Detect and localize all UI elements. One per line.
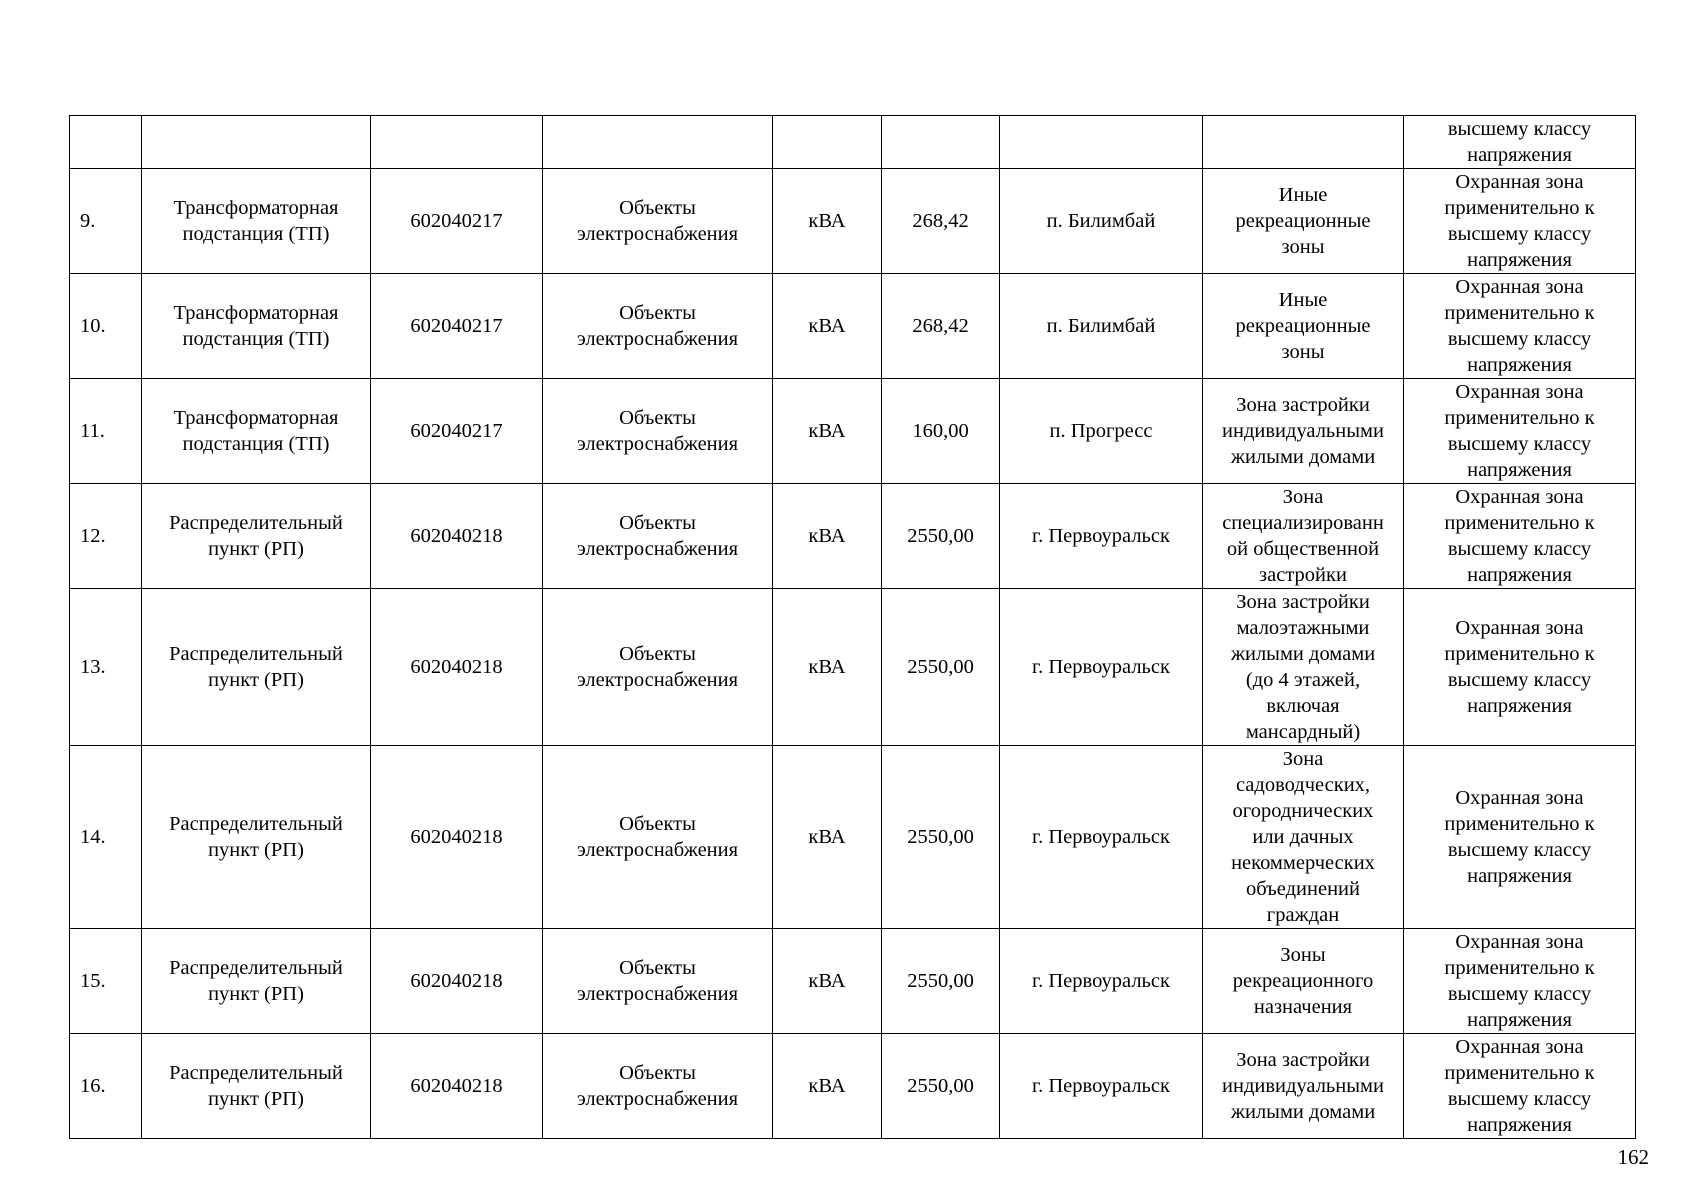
cell-name [142, 746, 371, 929]
name-text: Распределительный пункт (РП) [169, 1062, 343, 1110]
cell-purpose [1404, 484, 1636, 589]
zone-text: Зоны рекреационного назначения [1232, 944, 1374, 1018]
cell-value [882, 379, 1000, 484]
cell-value [882, 484, 1000, 589]
name-text: Распределительный пункт (РП) [169, 957, 343, 1005]
cell-purpose [1404, 1034, 1636, 1139]
zone-text: Зона застройки индивидуальными жилыми домами [1222, 1049, 1384, 1123]
value-text: 2550,00 [907, 525, 974, 547]
purpose-text: высшему классу напряжения [1447, 118, 1592, 166]
cell-code [371, 274, 543, 379]
cell-unit [773, 484, 882, 589]
cell-name [142, 1034, 371, 1139]
cell-num [70, 929, 142, 1034]
code-text: 602040217 [410, 315, 503, 337]
zone-text: Иные рекреационные зоны [1235, 184, 1371, 258]
cell-code [371, 379, 543, 484]
table-row [70, 274, 1636, 379]
num-text: 13. [80, 656, 106, 678]
unit-text: кВА [808, 420, 846, 442]
cell-zone [1203, 1034, 1404, 1139]
cell-type [543, 169, 773, 274]
type-text: Объекты электроснабжения [576, 1062, 739, 1110]
cell-type [543, 746, 773, 929]
type-text: Объекты электроснабжения [576, 407, 739, 455]
cell-num [70, 746, 142, 929]
code-text: 602040218 [410, 970, 503, 992]
cell-unit [773, 379, 882, 484]
location-text: п. Билимбай [1046, 210, 1156, 232]
cell-code [371, 116, 543, 169]
cell-name [142, 169, 371, 274]
cell-type [543, 1034, 773, 1139]
cell-num [70, 116, 142, 169]
name-text: Трансформаторная подстанция (ТП) [173, 197, 339, 245]
cell-unit [773, 116, 882, 169]
cell-zone [1203, 169, 1404, 274]
cell-type [543, 274, 773, 379]
purpose-text: Охранная зона применительно к высшему классу напряжения [1444, 381, 1595, 481]
cell-unit [773, 1034, 882, 1139]
cell-zone [1203, 116, 1404, 169]
zone-text: Зона садоводческих, огороднических или дачных некоммерческих объединений граждан [1231, 748, 1375, 926]
type-text: Объекты электроснабжения [576, 197, 739, 245]
cell-code [371, 484, 543, 589]
num-text: 9. [80, 210, 96, 232]
cell-type [543, 484, 773, 589]
cell-purpose [1404, 589, 1636, 746]
table-row [70, 929, 1636, 1034]
table-row [70, 589, 1636, 746]
type-text: Объекты электроснабжения [576, 813, 739, 861]
cell-location [1000, 169, 1203, 274]
cell-location [1000, 274, 1203, 379]
cell-location [1000, 116, 1203, 169]
cell-zone [1203, 274, 1404, 379]
cell-value [882, 1034, 1000, 1139]
location-text: г. Первоуральск [1032, 656, 1170, 678]
code-text: 602040218 [410, 656, 503, 678]
code-text: 602040218 [410, 525, 503, 547]
name-text: Распределительный пункт (РП) [169, 813, 343, 861]
cell-num [70, 484, 142, 589]
location-text: г. Первоуральск [1032, 970, 1170, 992]
cell-unit [773, 169, 882, 274]
continuation-row [70, 116, 1636, 169]
num-text: 14. [80, 826, 106, 848]
num-text: 15. [80, 970, 106, 992]
cell-location [1000, 379, 1203, 484]
cell-purpose [1404, 929, 1636, 1034]
purpose-text: Охранная зона применительно к высшему классу напряжения [1444, 276, 1595, 376]
num-text: 12. [80, 525, 106, 547]
location-text: г. Первоуральск [1032, 525, 1170, 547]
unit-text: кВА [808, 525, 846, 547]
cell-num [70, 1034, 142, 1139]
cell-zone [1203, 379, 1404, 484]
name-text: Распределительный пункт (РП) [169, 512, 343, 560]
zone-text: Иные рекреационные зоны [1235, 289, 1371, 363]
purpose-text: Охранная зона применительно к высшему классу напряжения [1444, 617, 1595, 717]
cell-unit [773, 929, 882, 1034]
location-text: г. Первоуральск [1032, 1075, 1170, 1097]
cell-purpose [1404, 116, 1636, 169]
cell-type [543, 116, 773, 169]
cell-code [371, 1034, 543, 1139]
code-text: 602040217 [410, 210, 503, 232]
table-row [70, 169, 1636, 274]
location-text: г. Первоуральск [1032, 826, 1170, 848]
cell-type [543, 379, 773, 484]
cell-zone [1203, 929, 1404, 1034]
cell-zone [1203, 589, 1404, 746]
cell-name [142, 274, 371, 379]
cell-name [142, 589, 371, 746]
zone-text: Зона застройки индивидуальными жилыми домами [1222, 394, 1384, 468]
cell-num [70, 274, 142, 379]
purpose-text: Охранная зона применительно к высшему классу напряжения [1444, 486, 1595, 586]
table-row [70, 379, 1636, 484]
cell-num [70, 379, 142, 484]
cell-value [882, 589, 1000, 746]
cell-name [142, 116, 371, 169]
value-text: 2550,00 [907, 970, 974, 992]
location-text: п. Билимбай [1046, 315, 1156, 337]
cell-value [882, 746, 1000, 929]
objects-table [69, 115, 1636, 1139]
cell-code [371, 929, 543, 1034]
unit-text: кВА [808, 1075, 846, 1097]
location-text: п. Прогресс [1049, 420, 1153, 442]
type-text: Объекты электроснабжения [576, 643, 739, 691]
cell-name [142, 484, 371, 589]
unit-text: кВА [808, 826, 846, 848]
cell-unit [773, 746, 882, 929]
value-text: 2550,00 [907, 656, 974, 678]
cell-code [371, 169, 543, 274]
cell-location [1000, 1034, 1203, 1139]
num-text: 16. [80, 1075, 106, 1097]
code-text: 602040217 [410, 420, 503, 442]
page-number: 162 [1617, 1145, 1649, 1169]
name-text: Распределительный пункт (РП) [169, 643, 343, 691]
table-row [70, 1034, 1636, 1139]
cell-purpose [1404, 746, 1636, 929]
zone-text: Зона специализированн ой общественной застройки [1222, 486, 1384, 586]
cell-code [371, 746, 543, 929]
num-text: 10. [80, 315, 106, 337]
value-text: 268,42 [912, 210, 969, 232]
unit-text: кВА [808, 315, 846, 337]
code-text: 602040218 [410, 1075, 503, 1097]
cell-purpose [1404, 169, 1636, 274]
unit-text: кВА [808, 970, 846, 992]
num-text: 11. [80, 420, 105, 442]
cell-zone [1203, 746, 1404, 929]
cell-unit [773, 274, 882, 379]
cell-value [882, 274, 1000, 379]
cell-name [142, 379, 371, 484]
cell-type [543, 929, 773, 1034]
value-text: 160,00 [912, 420, 969, 442]
purpose-text: Охранная зона применительно к высшему классу напряжения [1444, 171, 1595, 271]
cell-code [371, 589, 543, 746]
cell-location [1000, 929, 1203, 1034]
cell-purpose [1404, 379, 1636, 484]
purpose-text: Охранная зона применительно к высшему классу напряжения [1444, 931, 1595, 1031]
cell-name [142, 929, 371, 1034]
table-row [70, 484, 1636, 589]
cell-purpose [1404, 274, 1636, 379]
cell-zone [1203, 484, 1404, 589]
purpose-text: Охранная зона применительно к высшему классу напряжения [1444, 787, 1595, 887]
cell-location [1000, 589, 1203, 746]
type-text: Объекты электроснабжения [576, 302, 739, 350]
cell-value [882, 929, 1000, 1034]
unit-text: кВА [808, 210, 846, 232]
table-row [70, 746, 1636, 929]
cell-num [70, 169, 142, 274]
zone-text: Зона застройки малоэтажными жилыми домами (до 4 этажей, включая мансардный) [1230, 591, 1376, 743]
cell-location [1000, 746, 1203, 929]
value-text: 2550,00 [907, 1075, 974, 1097]
cell-type [543, 589, 773, 746]
name-text: Трансформаторная подстанция (ТП) [173, 407, 339, 455]
cell-unit [773, 589, 882, 746]
table-body [70, 116, 1636, 1139]
value-text: 268,42 [912, 315, 969, 337]
cell-value [882, 116, 1000, 169]
unit-text: кВА [808, 656, 846, 678]
cell-value [882, 169, 1000, 274]
cell-num [70, 589, 142, 746]
type-text: Объекты электроснабжения [576, 512, 739, 560]
purpose-text: Охранная зона применительно к высшему классу напряжения [1444, 1036, 1595, 1136]
name-text: Трансформаторная подстанция (ТП) [173, 302, 339, 350]
value-text: 2550,00 [907, 826, 974, 848]
type-text: Объекты электроснабжения [576, 957, 739, 1005]
code-text: 602040218 [410, 826, 503, 848]
cell-location [1000, 484, 1203, 589]
